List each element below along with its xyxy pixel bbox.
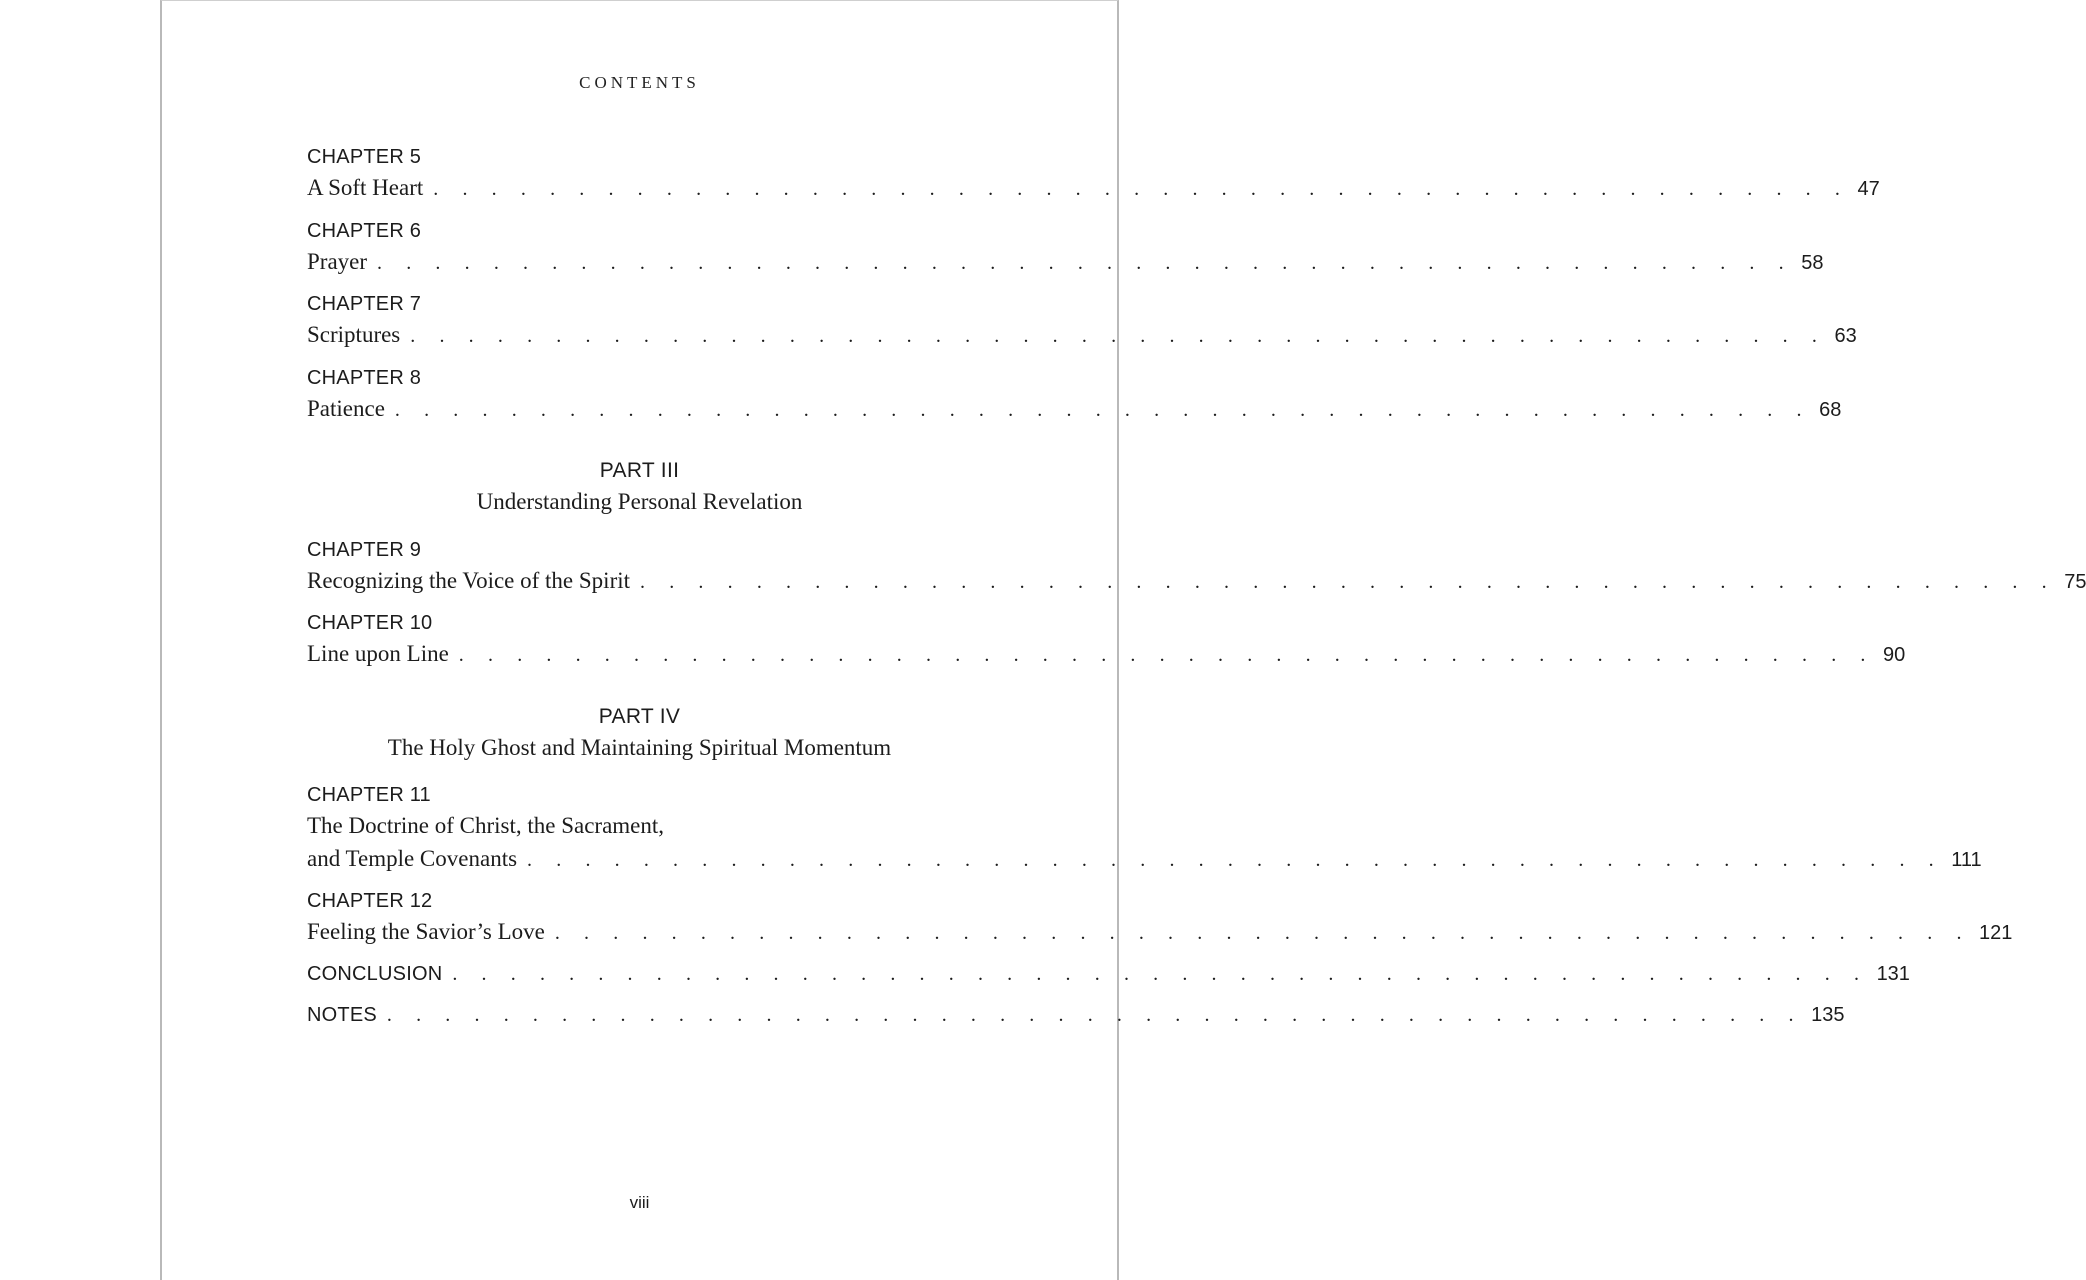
dot-leader: . . . . . . . . . . . . . . . . . . . . . . . . . . . . . . . . . . . . . . . . . . . . . . . . . [386,1004,1804,1026]
chapter-label: CHAPTER 8 [307,367,422,389]
running-head: CONTENTS [579,73,700,92]
dot-leader: . . . . . . . . . . . . . . . . . . . . . . . . . . . . . . . . . . . . . . . . . . . . . . . . . [377,252,1794,274]
section-title: CONCLUSION [307,963,443,985]
chapter-title: and Temple Covenants [307,846,518,871]
part-label: PART IV [598,705,681,728]
page-number: 131 [1876,963,1910,985]
part-title: Understanding Personal Revelation [476,489,803,514]
dot-leader: . . . . . . . . . . . . . . . . . . . . . . . . . . . . . . . . . . . . . . . . . . . . . . . . . [433,178,1850,200]
chapter-title: A Soft Heart [307,175,424,200]
chapter-label: CHAPTER 9 [307,539,422,561]
page-folio: viii [629,1193,650,1212]
part-title: The Holy Ghost and Maintaining Spiritual Momentum [387,735,892,760]
toc-entry-chapter-12[interactable] [307,919,2013,945]
page-number: 47 [1857,178,1880,200]
chapter-title-line-1[interactable]: The Doctrine of Christ, the Sacrament, [307,813,665,838]
page-number: 90 [1883,644,1906,666]
dot-leader: . . . . . . . . . . . . . . . . . . . . . . . . . . . . . . . . . . . . . . . . . . . . . . . . . [554,922,1972,944]
toc-entry-chapter-7[interactable] [307,322,1857,348]
chapter-title: Prayer [307,249,368,274]
toc-entry-chapter-6[interactable] [307,249,1824,275]
page-number: 63 [1834,325,1857,347]
chapter-label: CHAPTER 10 [307,612,433,634]
section-title: NOTES [307,1004,377,1026]
page-number: 75 [2064,571,2086,593]
page-number: 111 [1951,849,1982,871]
dot-leader: . . . . . . . . . . . . . . . . . . . . . . . . . . . . . . . . . . . . . . . . . . . . . . . . . [527,849,1944,871]
dot-leader: . . . . . . . . . . . . . . . . . . . . . . . . . . . . . . . . . . . . . . . . . . . . . . . . . [452,963,1869,985]
dot-leader: . . . . . . . . . . . . . . . . . . . . . . . . . . . . . . . . . . . . . . . . . . . . . . . . . [410,325,1827,347]
toc-entry-chapter-10[interactable] [307,641,1906,667]
page-number: 135 [1811,1004,1845,1026]
dot-leader: . . . . . . . . . . . . . . . . . . . . . . . . . . . . . . . . . . . . . . . . . . . . . . . . . [640,571,2057,593]
chapter-title: Line upon Line [307,641,449,666]
toc-entry-chapter-11[interactable] [307,846,1982,872]
chapter-title: Patience [307,396,385,421]
chapter-label: CHAPTER 7 [307,293,422,315]
chapter-label: CHAPTER 5 [307,146,422,168]
page-number: 121 [1979,922,2013,944]
toc-entry-chapter-9[interactable] [307,568,2086,594]
chapter-title: Recognizing the Voice of the Spirit [307,568,631,593]
chapter-label: CHAPTER 11 [307,784,431,806]
toc-entry-chapter-8[interactable] [307,396,1842,422]
page-number: 68 [1819,399,1842,421]
book-page [160,0,2086,1280]
toc-entry-conclusion[interactable] [307,963,1910,986]
dot-leader: . . . . . . . . . . . . . . . . . . . . . . . . . . . . . . . . . . . . . . . . . . . . . . . . . [458,644,1875,666]
part-label: PART III [599,459,680,482]
dot-leader: . . . . . . . . . . . . . . . . . . . . . . . . . . . . . . . . . . . . . . . . . . . . . . . . . [394,399,1812,421]
toc-entry-chapter-5[interactable] [307,175,1880,201]
page-number: 58 [1801,252,1824,274]
chapter-label: CHAPTER 6 [307,220,422,242]
chapter-title: Scriptures [307,322,401,347]
toc-entry-notes[interactable] [307,1004,1845,1027]
chapter-title: Feeling the Savior’s Love [307,919,545,944]
chapter-label: CHAPTER 12 [307,890,433,912]
